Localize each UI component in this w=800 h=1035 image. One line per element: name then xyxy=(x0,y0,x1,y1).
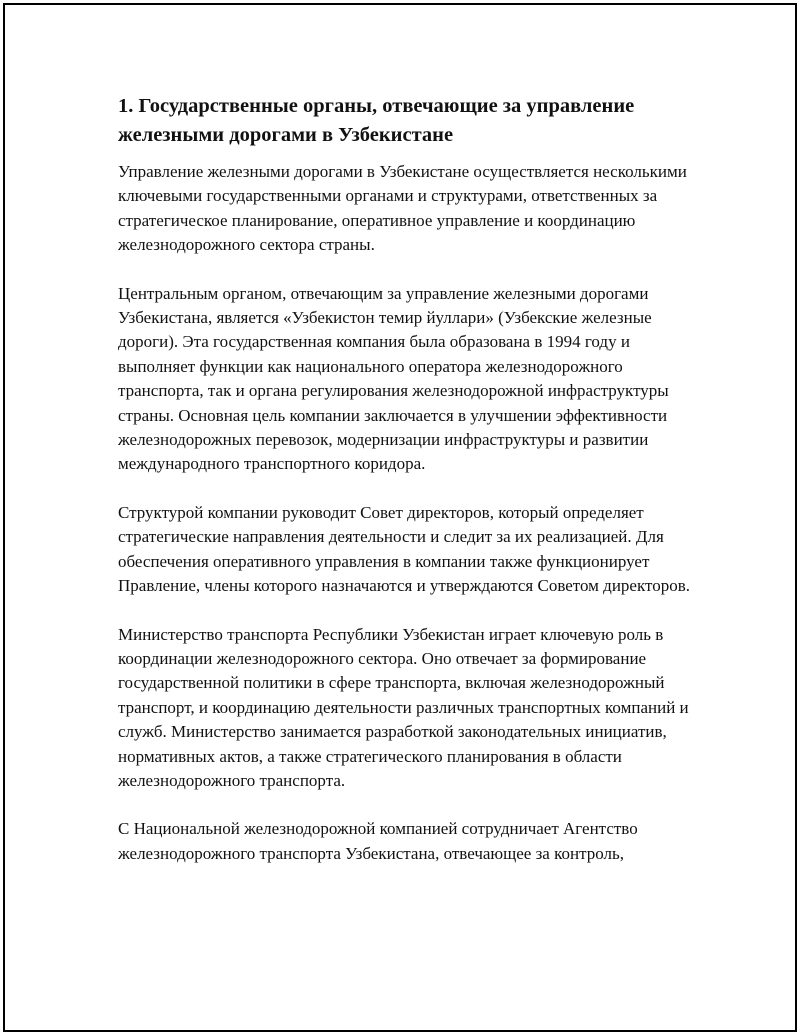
document-body xyxy=(118,92,698,890)
paragraph-4: Министерство транспорта Республики Узбекистан играет ключевую роль в координации железнодорожного сектора. Оно отвечает за формирование государственной политики в сфере транспорта, включая железнодорожный транспорт, и координацию деятельности различных транспортных компаний и служб. Министерство занимается разработкой законодательных инициатив, нормативных актов, а также стратегического планирования в области железнодорожного транспорта. xyxy=(118,624,689,790)
section-heading: 1. Государственные органы, отвечающие за управление железными дорогами в Узбекистане xyxy=(118,95,635,146)
paragraph-2: Центральным органом, отвечающим за управление железными дорогами Узбекистана, является «Узбекистон темир йуллари» (Узбекские железные дороги). Эта государственная компания была образована в 1994 году и выполняет функции как национального оператора железнодорожного транспорта, так и органа регулирования железнодорожной инфраструктуры страны. Основная цель компании заключается в улучшении эффективности железнодорожных перевозок, модернизации инфраструктуры и развитии международного транспортного коридора. xyxy=(118,283,669,474)
paragraph-5: С Национальной железнодорожной компанией сотрудничает Агентство железнодорожного транспорта Узбекистана, отвечающее за контроль, xyxy=(118,819,638,863)
paragraph-1: Управление железными дорогами в Узбекистане осуществляется несколькими ключевыми государственными органами и структурами, ответственных за стратегическое планирование, оперативное управление и координацию железнодорожного сектора страны. xyxy=(118,162,687,255)
paragraph-3: Структурой компании руководит Совет директоров, который определяет стратегические направления деятельности и следит за их реализацией. Для обеспечения оперативного управления в компании также функционирует Правление, члены которого назначаются и утверждаются Советом директоров. xyxy=(118,502,690,596)
